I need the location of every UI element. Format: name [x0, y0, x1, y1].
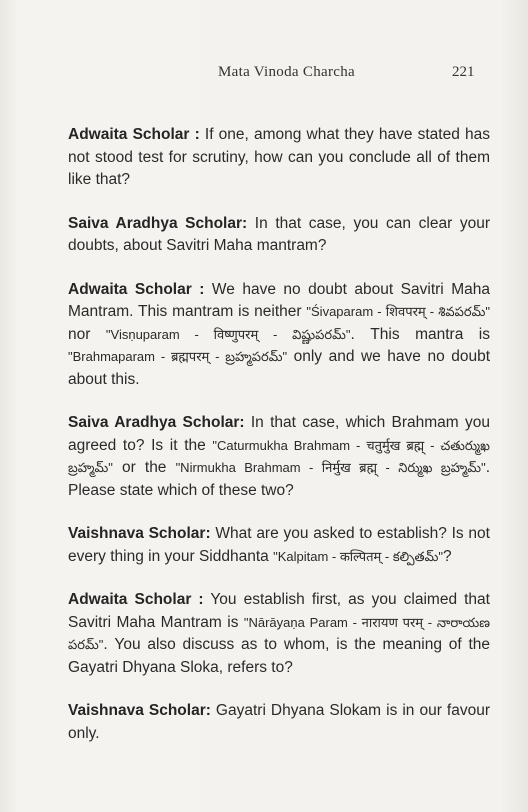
dialogue-text: Gayatri Dhyana Slokam is in our favour only.	[68, 702, 490, 742]
dialogue-text: . Please state which of these two?	[68, 459, 490, 499]
dialogue-text: In that case, which Brahmam you agreed to? Is it the	[68, 414, 490, 454]
quoted-term: "Visṇuparam - विष्णुपरम् - విష్ణుపరమ్"	[105, 326, 351, 342]
dialogue-text: . You also discuss as to whom, is the meaning of the Gayatri Dhyana Sloka, refers to?	[68, 636, 490, 676]
quoted-term: "Nārāyaṇa Param - नारायण परम् - నారాయణ పరమ్"	[68, 614, 490, 652]
dialogue-text: You establish first, as you claimed that Savitri Maha Mantram is	[68, 591, 490, 631]
dialogue-text: We have no doubt about Savitri Maha Mantram. This mantram is neither	[68, 280, 490, 320]
speaker-name: Saiva Aradhya Scholar:	[68, 214, 248, 232]
speaker-name: Vaishnava Scholar:	[68, 525, 211, 542]
dialogue-text: In that case, you can clear your doubts, about Savitri Maha mantram?	[68, 214, 490, 254]
speaker-name: Adwaita Scholar :	[68, 126, 200, 143]
dialogue-paragraph	[68, 124, 490, 192]
dialogue-paragraph	[68, 589, 490, 679]
dialogue-paragraph	[68, 523, 490, 568]
speaker-name: Adwaita Scholar :	[68, 591, 204, 608]
dialogue-text: ?	[442, 547, 452, 565]
dialogue-text: What are you asked to establish? Is not every thing in your Siddhanta	[68, 525, 490, 565]
quoted-term: "Śivaparam - शिवपरम् - శివపరమ్"	[306, 304, 490, 319]
quoted-term: "Kalpitam - कल्पितम् - కల్పితమ్"	[273, 548, 443, 564]
dialogue-body	[68, 124, 490, 766]
speaker-name: Adwaita Scholar :	[68, 280, 205, 298]
quoted-term: "Brahmaparam - ब्रह्मपरम् - బ్రహ్మపరమ్"	[68, 349, 288, 364]
quoted-term: "Caturmukha Brahmam - चतुर्मुख ब्रह्म् - చతుర్ముఖ బ్రహ్మమ్"	[68, 437, 490, 475]
running-header	[0, 64, 528, 84]
dialogue-text: . This mantra is	[350, 325, 490, 343]
dialogue-paragraph	[68, 412, 490, 502]
dialogue-paragraph	[68, 213, 490, 258]
speaker-name: Saiva Aradhya Scholar:	[68, 414, 245, 431]
dialogue-text: If one, among what they have stated has not stood test for scrutiny, how can you conclude all of them like that?	[68, 126, 490, 188]
speaker-name: Vaishnava Scholar:	[68, 702, 211, 719]
page-number: 221	[452, 64, 475, 80]
dialogue-text: or the	[112, 459, 176, 476]
quoted-term: "Nirmukha Brahmam - निर्मुख ब्रह्म् - నిర్ముఖ బ్రహ్మమ్"	[175, 460, 486, 475]
dialogue-text: only and we have no doubt about this.	[68, 348, 491, 388]
dialogue-text: nor	[68, 325, 106, 343]
dialogue-paragraph	[68, 279, 490, 392]
dialogue-paragraph	[68, 700, 490, 745]
running-title: Mata Vinoda Charcha	[218, 64, 355, 80]
